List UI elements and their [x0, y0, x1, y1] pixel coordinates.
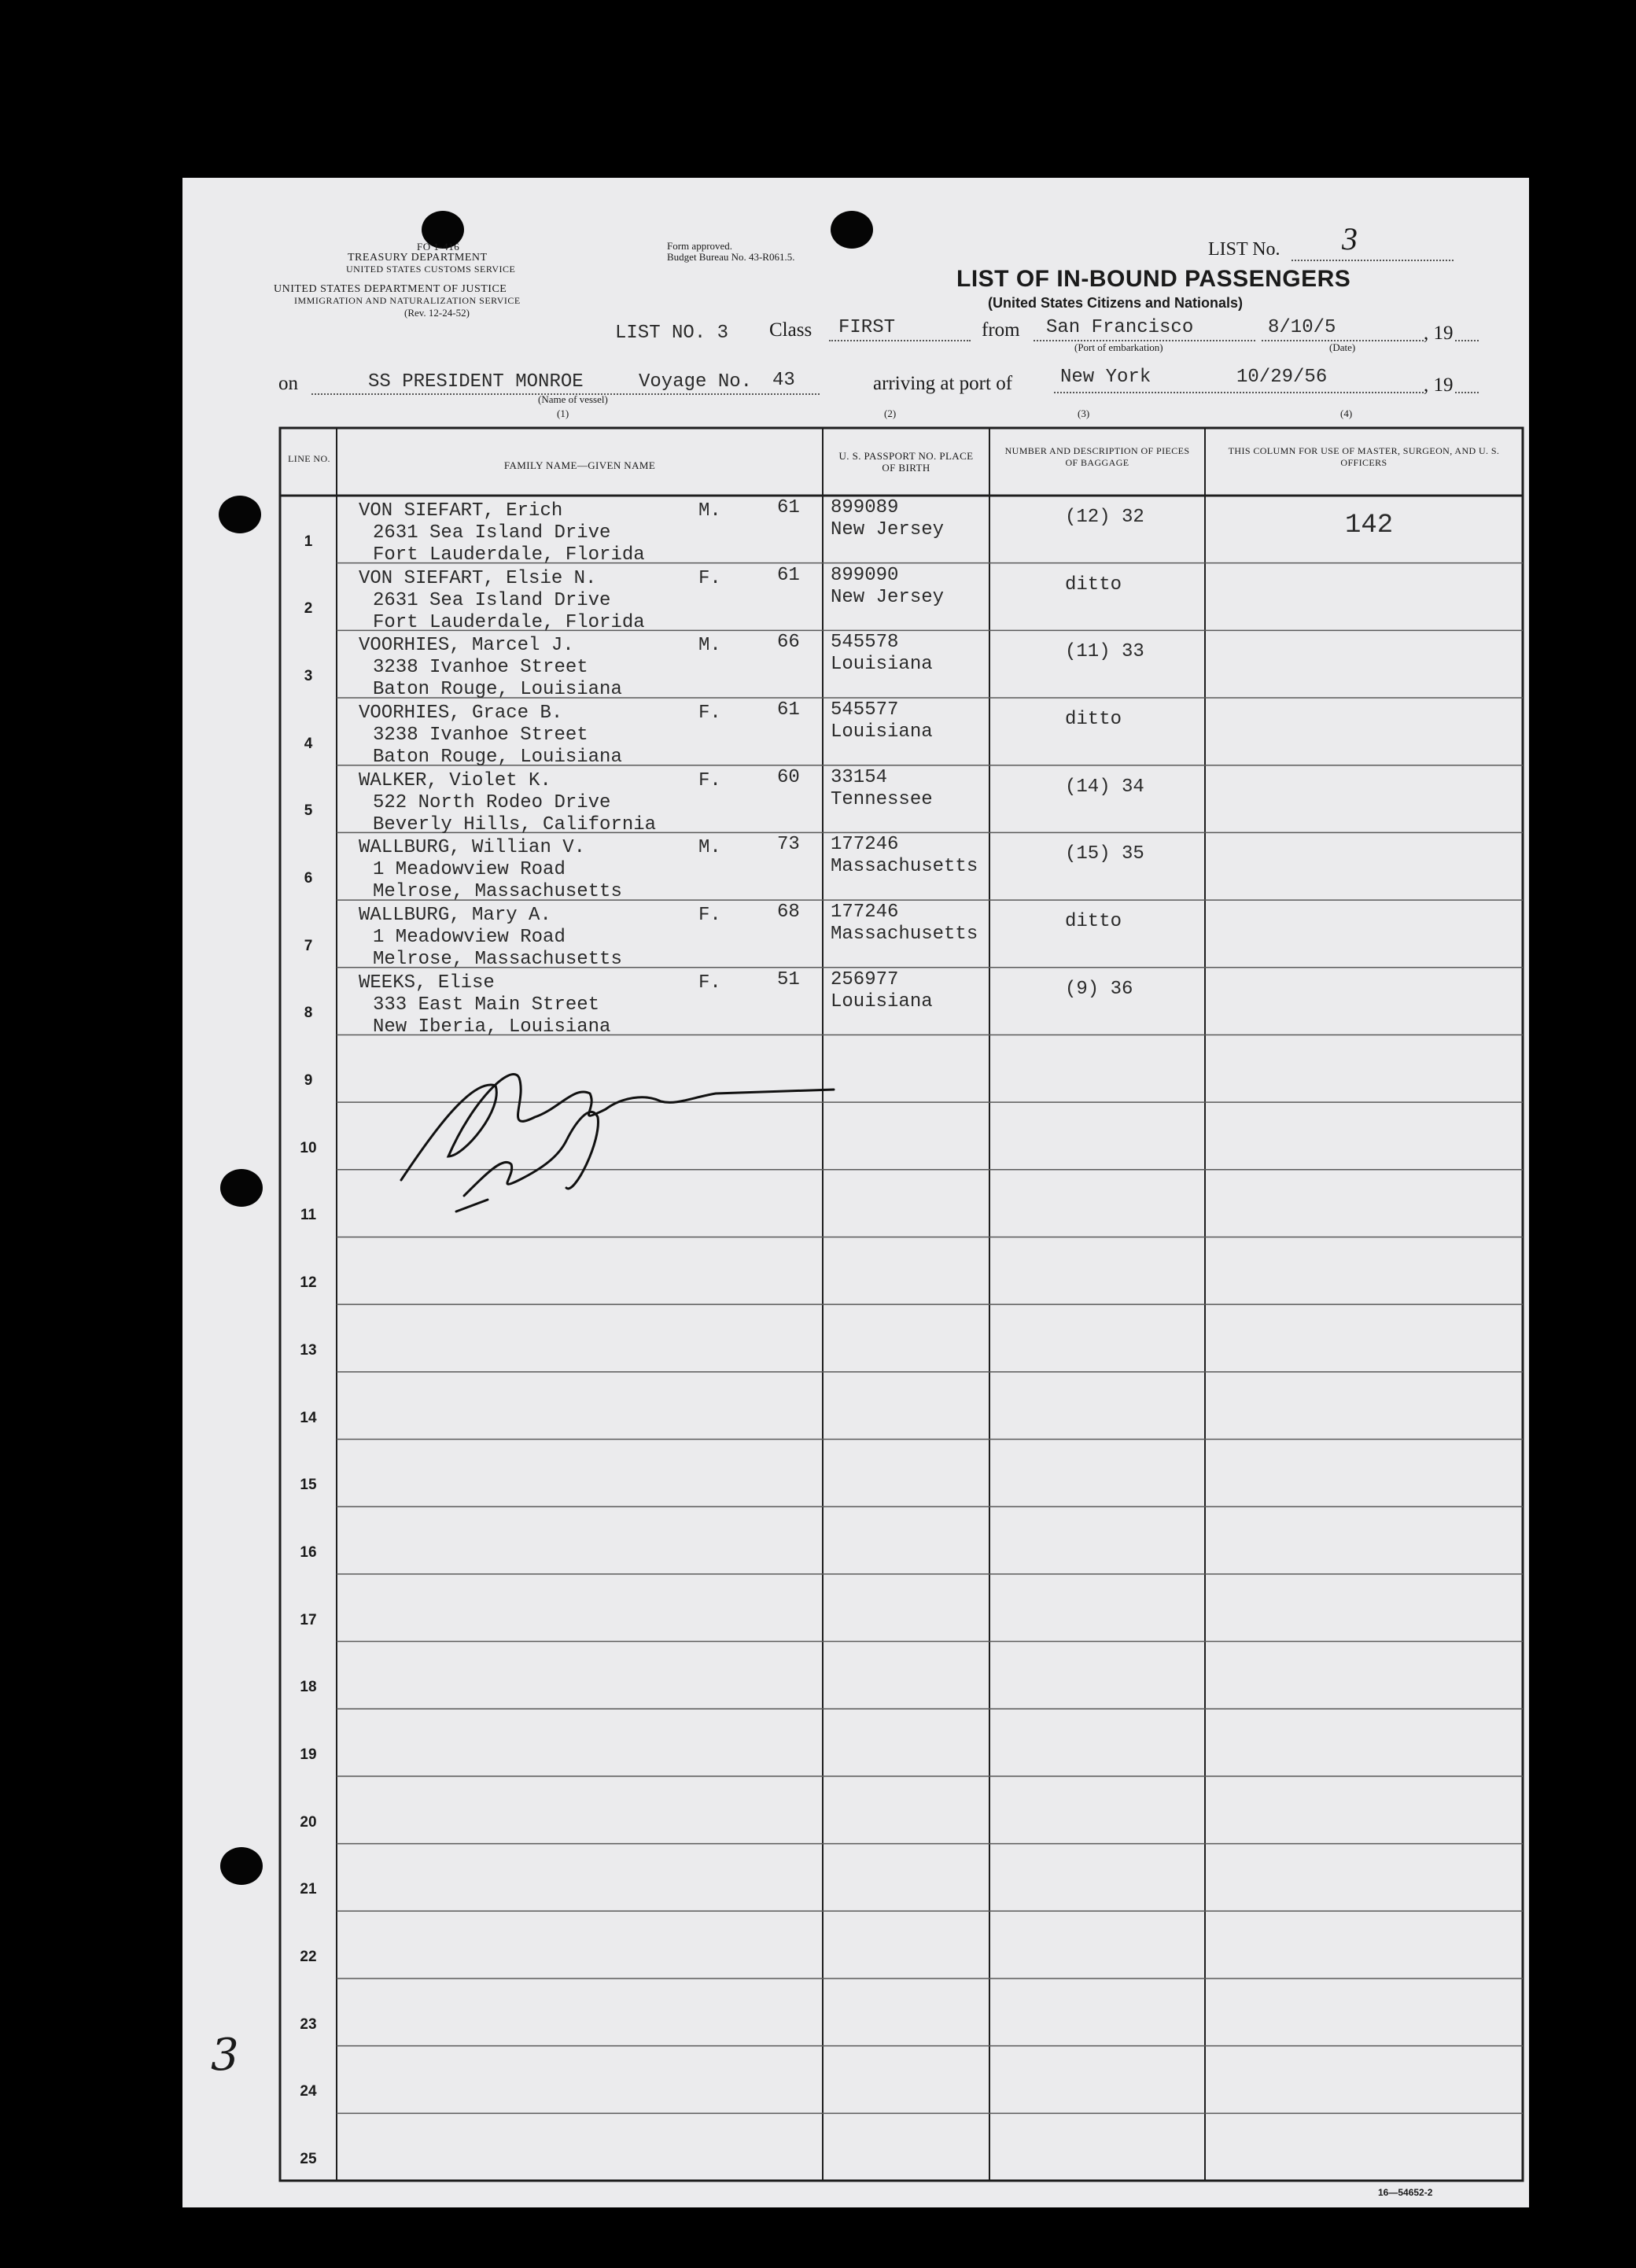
- passenger-address-city: Baton Rouge, Louisiana: [373, 679, 622, 701]
- officer-note: 142: [1345, 511, 1394, 540]
- place-of-birth: Tennessee: [831, 788, 933, 810]
- passenger-address-city: New Iberia, Louisiana: [373, 1016, 611, 1038]
- baggage-description: (12) 32: [1065, 507, 1144, 528]
- arrival-date: 10/29/56: [1236, 367, 1328, 388]
- from-label: from: [982, 319, 1020, 341]
- year-suffix-2: , 19: [1424, 374, 1454, 396]
- passenger-address-street: 2631 Sea Island Drive: [373, 589, 611, 611]
- passport-number: 33154: [831, 766, 888, 788]
- line-number: 19: [300, 1746, 317, 1763]
- place-of-birth: New Jersey: [831, 519, 945, 540]
- form-title: LIST OF IN-BOUND PASSENGERS: [956, 266, 1351, 292]
- line-number: 6: [304, 870, 313, 887]
- place-of-birth: Louisiana: [831, 654, 933, 676]
- date-caption: (Date): [1329, 341, 1356, 353]
- margin-page-note: 3: [211, 2030, 239, 2081]
- year-suffix: , 19: [1424, 323, 1454, 344]
- line-number: 2: [304, 600, 313, 618]
- place-of-birth: Louisiana: [831, 721, 933, 743]
- baggage-description: ditto: [1065, 573, 1122, 596]
- handwritten-signature: [385, 1038, 849, 1235]
- passenger-name: VOORHIES, Grace B.: [359, 703, 563, 725]
- passport-number: 899089: [831, 497, 899, 518]
- passport-number: 545578: [831, 632, 899, 654]
- list-no-typed: LIST NO. 3: [615, 323, 729, 344]
- passenger-sex: F.: [698, 769, 721, 791]
- on-label: on: [278, 373, 298, 394]
- passenger-address-street: 3238 Ivanhoe Street: [373, 657, 588, 679]
- budget-bureau: Budget Bureau No. 43-R061.5.: [667, 251, 795, 263]
- baggage-description: (15) 35: [1065, 843, 1144, 865]
- passenger-age: 60: [777, 766, 800, 788]
- passenger-address-street: 522 North Rodeo Drive: [373, 791, 611, 813]
- port-caption: (Port of embarkation): [1074, 341, 1163, 353]
- line-number: 5: [304, 802, 313, 820]
- line-number: 1: [304, 533, 313, 550]
- passenger-address-city: Baton Rouge, Louisiana: [373, 747, 622, 769]
- line-number: 24: [300, 2083, 317, 2100]
- place-of-birth: New Jersey: [831, 586, 945, 608]
- vessel-value: SS PRESIDENT MONROE: [368, 371, 584, 393]
- form-approved: Form approved.: [667, 240, 733, 252]
- header-officers: THIS COLUMN FOR USE OF MASTER, SURGEON, AND U. S. OFFICERS: [1228, 445, 1500, 468]
- passenger-age: 61: [777, 699, 800, 721]
- passport-number: 899090: [831, 564, 899, 586]
- passenger-name: VON SIEFART, Erich: [359, 500, 563, 522]
- passport-number: 545577: [831, 699, 899, 721]
- line-number: 20: [300, 1813, 317, 1831]
- passenger-address-city: Melrose, Massachusetts: [373, 881, 622, 903]
- passenger-name: WEEKS, Elise: [359, 972, 495, 994]
- passenger-address-city: Fort Lauderdale, Florida: [373, 611, 645, 633]
- passport-number: 256977: [831, 968, 899, 990]
- place-of-birth: Louisiana: [831, 990, 933, 1012]
- ins-service: IMMIGRATION AND NATURALIZATION SERVICE: [294, 295, 521, 306]
- justice-dept: UNITED STATES DEPARTMENT OF JUSTICE: [274, 283, 507, 295]
- passenger-age: 73: [777, 834, 800, 856]
- arrival-port: New York: [1060, 367, 1151, 388]
- header-name: FAMILY NAME—GIVEN NAME: [503, 459, 656, 471]
- col-number-3: (3): [1078, 408, 1090, 419]
- line-number: 21: [300, 1881, 317, 1898]
- line-number: 10: [300, 1139, 317, 1156]
- header-line-no: LINE NO.: [288, 453, 330, 464]
- passenger-name: WALLBURG, Mary A.: [359, 905, 551, 927]
- class-value: FIRST: [838, 317, 896, 338]
- col-number-4: (4): [1340, 408, 1353, 419]
- line-number: 4: [304, 735, 313, 752]
- line-number: 9: [304, 1072, 313, 1090]
- passenger-sex: F.: [698, 703, 721, 725]
- baggage-description: (11) 33: [1065, 641, 1144, 663]
- line-number: 23: [300, 2015, 317, 2033]
- baggage-description: ditto: [1065, 911, 1122, 933]
- passenger-age: 61: [777, 564, 800, 586]
- header-passport: U. S. PASSPORT NO. PLACE OF BIRTH: [838, 450, 974, 474]
- arriving-label: arriving at port of: [873, 373, 1013, 394]
- place-of-birth: Massachusetts: [831, 856, 978, 878]
- passenger-address-street: 333 East Main Street: [373, 994, 600, 1016]
- print-code: 16—54652-2: [1378, 2187, 1433, 2198]
- passenger-sex: F.: [698, 567, 721, 589]
- voyage-label: Voyage No.: [639, 371, 753, 393]
- passenger-address-street: 2631 Sea Island Drive: [373, 522, 611, 544]
- passenger-age: 66: [777, 632, 800, 654]
- line-number: 8: [304, 1005, 313, 1022]
- class-label: Class: [769, 319, 812, 341]
- line-number: 13: [300, 1341, 317, 1359]
- passenger-address-city: Beverly Hills, California: [373, 813, 657, 835]
- passenger-sex: M.: [698, 500, 721, 522]
- passenger-address-street: 3238 Ivanhoe Street: [373, 725, 588, 747]
- form-number: FO 1-416: [417, 241, 460, 253]
- passenger-sex: M.: [698, 837, 721, 859]
- customs-service: UNITED STATES CUSTOMS SERVICE: [346, 264, 516, 275]
- passenger-address-street: 1 Meadowview Road: [373, 927, 566, 949]
- line-number: 11: [300, 1207, 317, 1224]
- passenger-address-city: Melrose, Massachusetts: [373, 949, 622, 971]
- passenger-age: 51: [777, 968, 800, 990]
- passenger-name: WALKER, Violet K.: [359, 769, 551, 791]
- passenger-sex: M.: [698, 635, 721, 657]
- passport-number: 177246: [831, 902, 899, 924]
- passport-number: 177246: [831, 834, 899, 856]
- passenger-sex: F.: [698, 905, 721, 927]
- passenger-name: VON SIEFART, Elsie N.: [359, 567, 597, 589]
- passenger-name: WALLBURG, Willian V.: [359, 837, 586, 859]
- baggage-description: (14) 34: [1065, 776, 1144, 798]
- form-subtitle: (United States Citizens and Nationals): [988, 295, 1244, 311]
- list-no-label: LIST No.: [1208, 239, 1280, 260]
- vessel-caption: (Name of vessel): [538, 393, 608, 405]
- passenger-age: 61: [777, 497, 800, 518]
- header-baggage: NUMBER AND DESCRIPTION OF PIECES OF BAGGAGE: [1004, 445, 1190, 468]
- line-number: 15: [300, 1477, 317, 1494]
- baggage-description: (9) 36: [1065, 978, 1133, 1000]
- passenger-sex: F.: [698, 972, 721, 994]
- col-number-1: (1): [557, 408, 569, 419]
- line-number: 14: [300, 1409, 317, 1426]
- voyage-value: 43: [772, 370, 795, 391]
- date-value: 8/10/5: [1268, 317, 1336, 338]
- line-number: 25: [300, 2151, 317, 2167]
- passenger-address-city: Fort Lauderdale, Florida: [373, 544, 645, 566]
- revision: (Rev. 12-24-52): [404, 307, 470, 319]
- line-number: 18: [300, 1679, 317, 1696]
- baggage-description: ditto: [1065, 709, 1122, 731]
- line-number: 22: [300, 1948, 317, 1965]
- from-value: San Francisco: [1046, 317, 1194, 338]
- line-number: 12: [300, 1274, 317, 1292]
- line-number: 3: [304, 668, 313, 685]
- col-number-2: (2): [884, 408, 897, 419]
- passenger-name: VOORHIES, Marcel J.: [359, 635, 574, 657]
- line-number: 16: [300, 1543, 317, 1561]
- passenger-address-street: 1 Meadowview Road: [373, 859, 566, 881]
- place-of-birth: Massachusetts: [831, 924, 978, 946]
- line-number: 7: [304, 937, 313, 954]
- treasury-dept: TREASURY DEPARTMENT: [348, 252, 488, 264]
- list-no-value: 3: [1342, 221, 1358, 256]
- passenger-age: 68: [777, 902, 800, 924]
- line-number: 17: [300, 1611, 317, 1628]
